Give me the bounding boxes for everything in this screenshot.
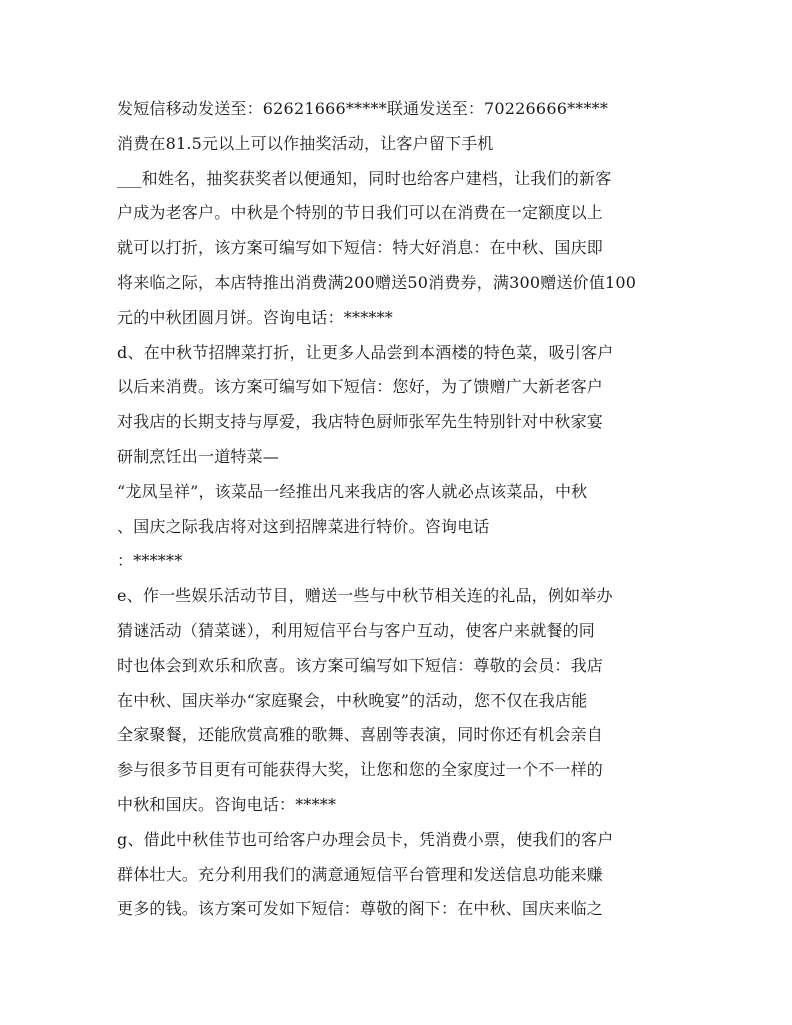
text-line: 研制烹饪出一道特菜— bbox=[117, 446, 280, 466]
text-line: 群体壮大。充分利用我们的满意通短信平台管理和发送信息功能来赚 bbox=[117, 864, 604, 884]
text-line: 参与很多节目更有可能获得大奖，让您和您的全家度过一个不一样的 bbox=[117, 760, 604, 780]
document-body bbox=[117, 92, 677, 927]
text-line: “龙凤呈祥”，该菜品一经推出凡来我店的客人就必点该菜品，中秋 bbox=[117, 481, 588, 501]
text-line: 时也体会到欢乐和欣喜。该方案可编写如下短信：尊敬的会员：我店 bbox=[117, 655, 604, 675]
text-line: 对我店的长期支持与厚爱，我店特色厨师张军先生特别针对中秋家宴 bbox=[117, 412, 604, 432]
text-line: 元的中秋团圆月饼。咨询电话：****** bbox=[117, 307, 394, 327]
text-line: 全家聚餐，还能欣赏高雅的歌舞、喜剧等表演，同时你还有机会亲自 bbox=[117, 725, 604, 745]
text-line: 消费在81.5元以上可以作抽奖活动，让客户留下手机 bbox=[117, 133, 494, 153]
text-line: ：****** bbox=[117, 551, 183, 571]
text-line: ___和姓名，抽奖获奖者以便通知，同时也给客户建档，让我们的新客 bbox=[117, 168, 612, 188]
text-line: e、作一些娱乐活动节目，赠送一些与中秋节相关连的礼品，例如举办 bbox=[117, 586, 613, 606]
text-line: 将来临之际，本店特推出消费满200赠送50消费券，满300赠送价值100 bbox=[117, 272, 637, 292]
text-line: 户成为老客户。中秋是个特别的节日我们可以在消费在一定额度以上 bbox=[117, 203, 604, 223]
text-line: 、国庆之际我店将对这到招牌菜进行特价。咨询电话 bbox=[117, 516, 490, 536]
text-line: 猜谜活动（猜菜谜），利用短信平台与客户互动，使客户来就餐的同 bbox=[117, 620, 596, 640]
text-line: g、借此中秋佳节也可给客户办理会员卡，凭消费小票，使我们的客户 bbox=[117, 829, 614, 849]
text-line: d、在中秋节招牌菜打折，让更多人品尝到本酒楼的特色菜，吸引客户 bbox=[117, 342, 614, 362]
text-line: 以后来消费。该方案可编写如下短信：您好，为了馈赠广大新老客户 bbox=[117, 377, 604, 397]
text-line: 更多的钱。该方案可发如下短信：尊敬的阁下：在中秋、国庆来临之 bbox=[117, 899, 604, 919]
text-line: 在中秋、国庆举办“家庭聚会，中秋晚宴”的活动，您不仅在我店能 bbox=[117, 690, 588, 710]
text-line: 就可以打折，该方案可编写如下短信：特大好消息：在中秋、国庆即 bbox=[117, 238, 604, 258]
text-line: 发短信移动发送至：62621666*****联通发送至：70226666***** bbox=[117, 99, 609, 118]
text-line: 中秋和国庆。咨询电话：***** bbox=[117, 794, 337, 814]
